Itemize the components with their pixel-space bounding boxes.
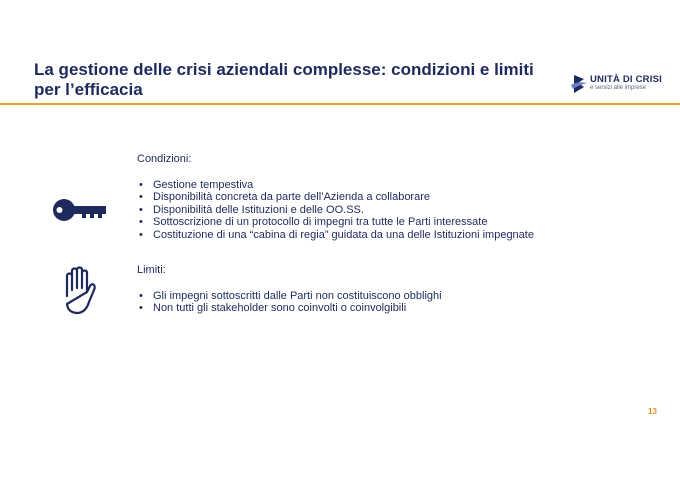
page-title bbox=[34, 60, 554, 100]
stop-hand-icon bbox=[60, 266, 98, 316]
conditions-list bbox=[137, 179, 534, 241]
logo-subtitle: e servizi alle imprese bbox=[590, 85, 647, 91]
list-item: • Gli impegni sottoscritti dalle Parti non costituiscono obblighi bbox=[137, 290, 442, 302]
list-item: • Costituzione di una “cabina di regia” guidata da una delle Istituzioni impegnate bbox=[137, 229, 534, 241]
limits-heading: Limiti: bbox=[137, 264, 166, 276]
title-line-1: La gestione delle crisi aziendali complesse: condizioni e limiti bbox=[34, 60, 534, 79]
list-item: • Sottoscrizione di un protocollo di impegni tra tutte le Parti interessate bbox=[137, 216, 534, 228]
header-divider bbox=[0, 103, 680, 105]
limits-section bbox=[137, 264, 442, 315]
key-icon bbox=[52, 197, 108, 223]
logo bbox=[570, 73, 675, 95]
conditions-heading: Condizioni: bbox=[137, 153, 192, 165]
list-item: • Gestione tempestiva bbox=[137, 179, 534, 191]
title-line-2: per l’efficacia bbox=[34, 80, 143, 99]
limits-list bbox=[137, 290, 442, 315]
list-item: • Disponibilità delle Istituzioni e delle OO.SS. bbox=[137, 204, 534, 216]
page-number: 13 bbox=[648, 407, 657, 416]
list-item: • Non tutti gli stakeholder sono coinvolti o coinvolgibili bbox=[137, 302, 442, 314]
list-item: • Disponibilità concreta da parte dell’Azienda a collaborare bbox=[137, 191, 534, 203]
flag-swoosh-icon bbox=[570, 73, 588, 95]
conditions-section bbox=[137, 153, 534, 241]
logo-title: UNITÀ DI CRISI bbox=[590, 74, 662, 85]
